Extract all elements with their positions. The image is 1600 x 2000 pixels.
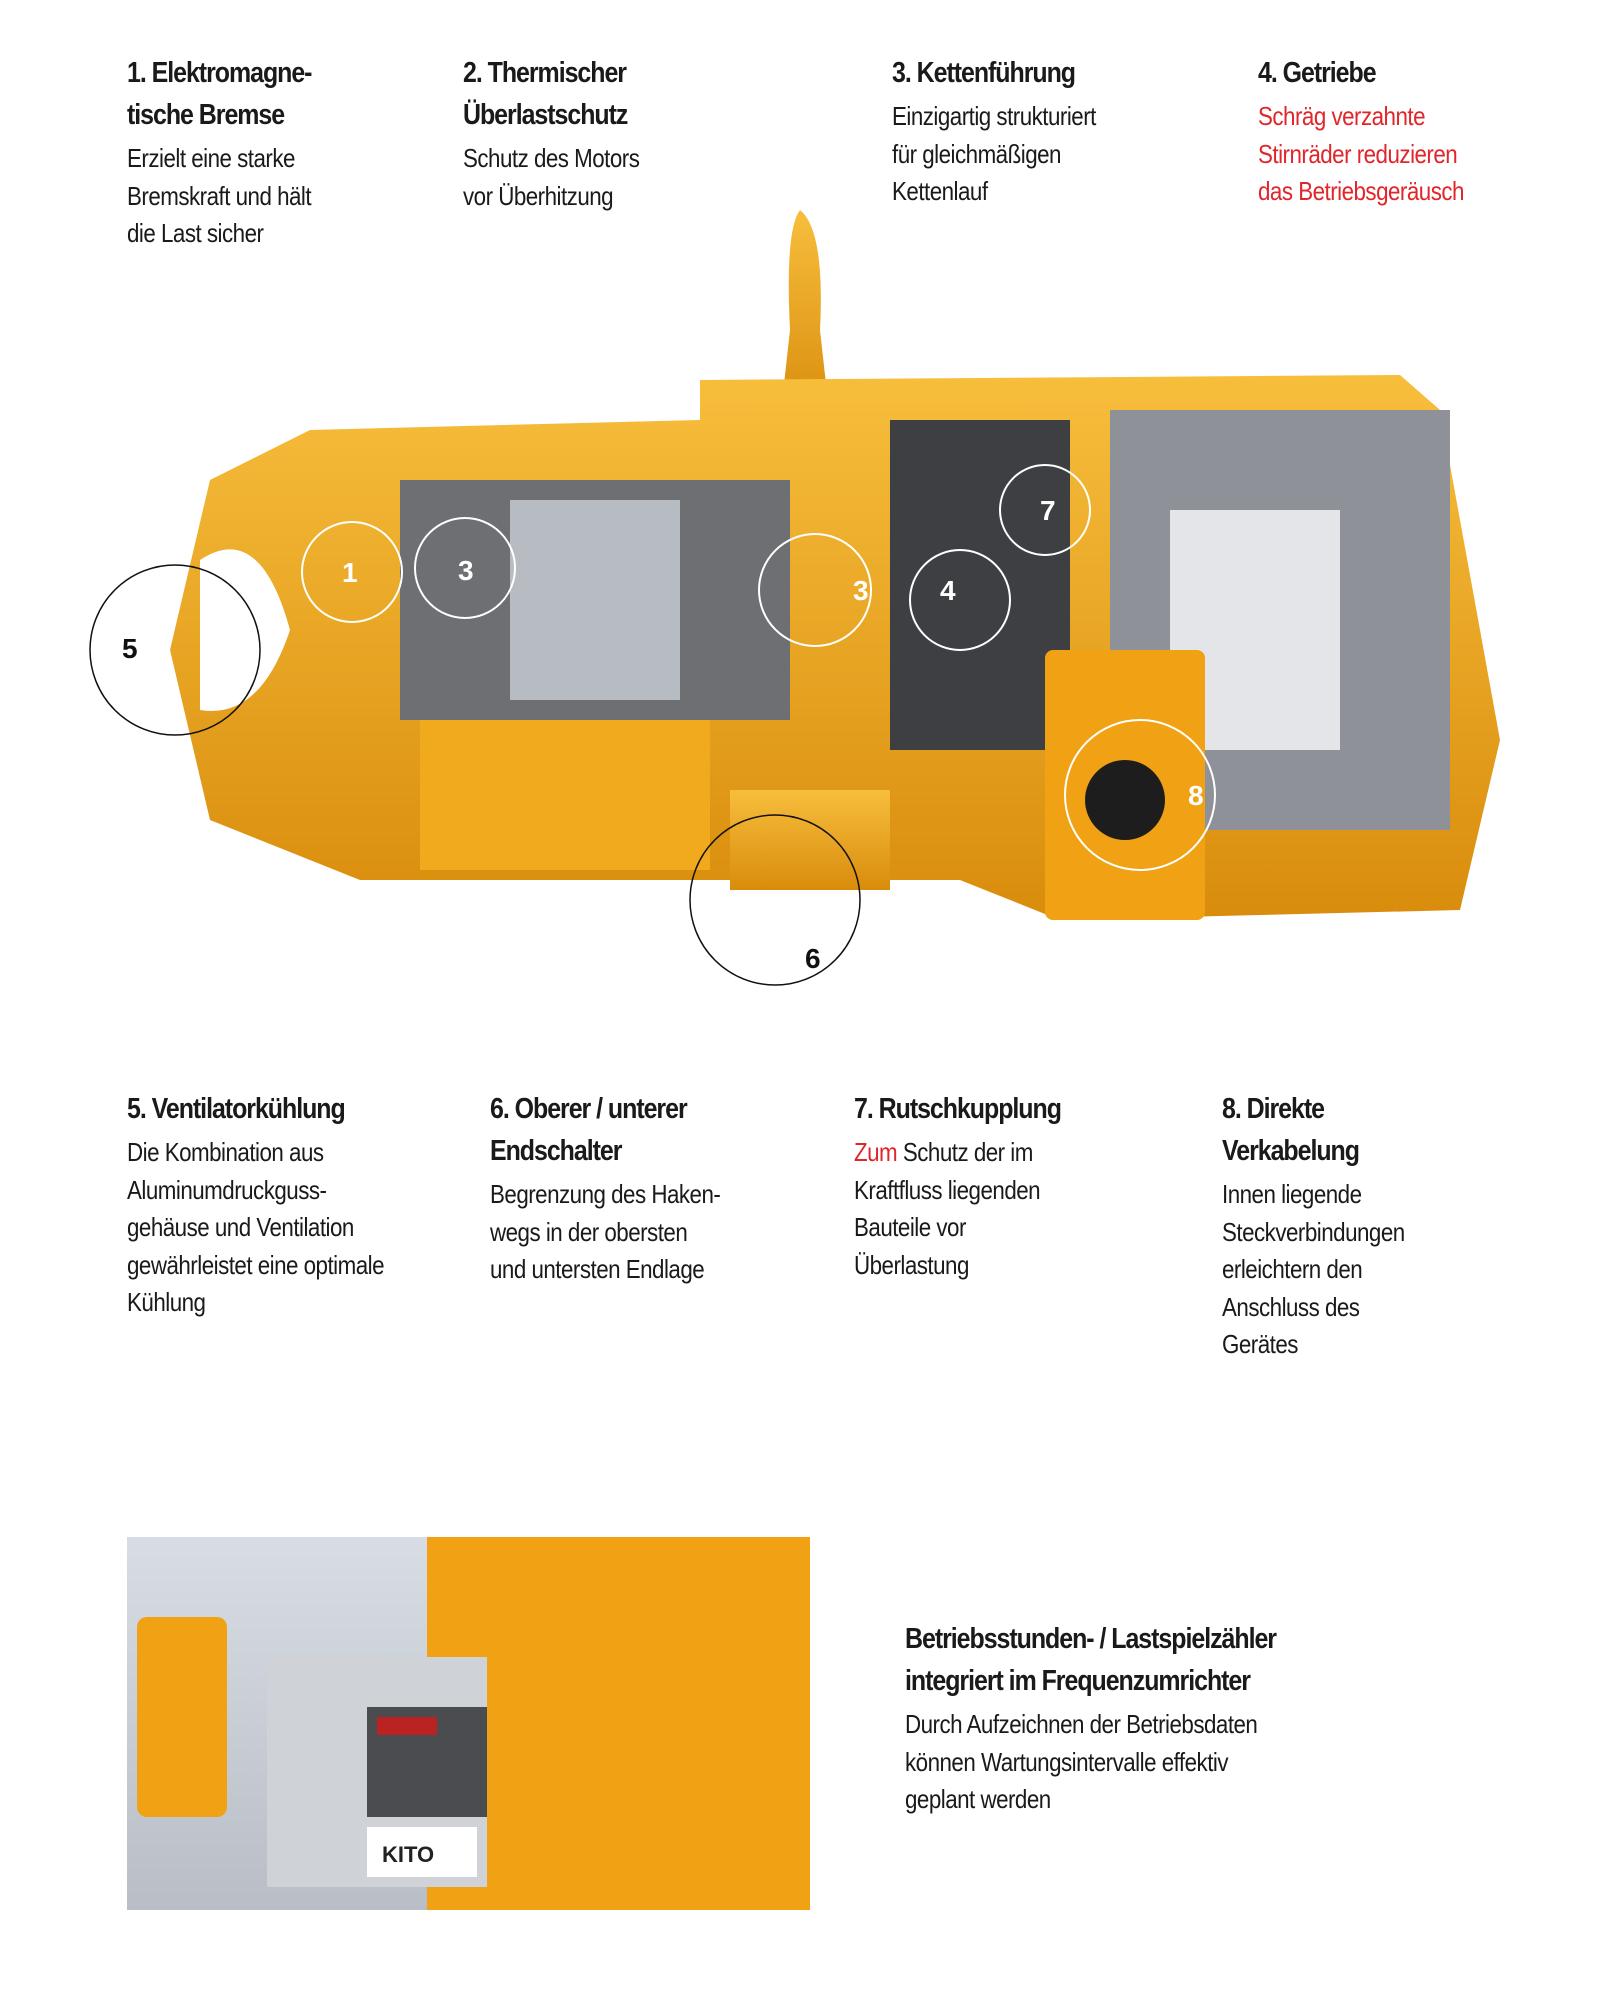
feature-title: 4. Getriebe — [1258, 57, 1376, 89]
feature-title: 8. Direkte Verkabelung — [1222, 1093, 1359, 1167]
hoist-cutaway-illustration — [60, 180, 1560, 1060]
callout-5: 5 — [122, 633, 138, 664]
callout-3: 3 — [853, 575, 869, 606]
kito-logo: KITO — [382, 1842, 435, 1867]
counter-title: Betriebsstunden- / Lastspielzähler integriert im Frequenzumrichter — [905, 1623, 1276, 1697]
feature-direct-wiring — [1222, 1088, 1552, 1364]
callout-6: 6 — [805, 943, 821, 974]
feature-text: Die Kombination aus Aluminumdruckguss- gehäuse und Ventilation gewährleistet eine optimale Kühlung — [127, 1137, 385, 1317]
feature-fan-cooling — [127, 1088, 487, 1322]
feature-title: 1. Elektromagne- tische Bremse — [127, 57, 312, 131]
feature-text: Erzielt eine starke Bremskraft und hält die Last sicher — [127, 143, 312, 248]
callout-8: 8 — [1188, 780, 1204, 811]
callout-4: 4 — [940, 575, 956, 606]
feature-text: Einzigartig strukturiert für gleichmäßigen Kettenlauf — [892, 101, 1096, 206]
counter-text: Durch Aufzeichnen der Betriebsdaten können Wartungsintervalle effektiv geplant werden — [905, 1709, 1258, 1814]
callout-2: 3 — [458, 555, 474, 586]
feature-text-highlight: Zum — [854, 1137, 898, 1167]
feature-text: Schutz der im Kraftfluss liegenden Bauteile vor Überlastung — [854, 1137, 1041, 1280]
inverter-photo — [127, 1537, 810, 1910]
callout-7: 7 — [1040, 495, 1056, 526]
counter-feature — [905, 1618, 1465, 1819]
feature-title: 5. Ventilatorkühlung — [127, 1093, 345, 1125]
feature-title: 3. Kettenführung — [892, 57, 1076, 89]
feature-text: Schutz des Motors vor Überhitzung — [463, 143, 640, 211]
callout-1: 1 — [342, 557, 358, 588]
feature-title: 2. Thermischer Überlastschutz — [463, 57, 628, 131]
feature-text: Schräg verzahnte Stirnräder reduzieren das Betriebsgeräusch — [1258, 101, 1464, 206]
feature-slip-clutch — [854, 1088, 1184, 1284]
feature-title: 6. Oberer / unterer Endschalter — [490, 1093, 687, 1167]
feature-text: Begrenzung des Haken- wegs in der obersten und untersten Endlage — [490, 1179, 721, 1284]
feature-text-wrap — [854, 1134, 1138, 1284]
feature-text: Innen liegende Steckverbindungen erleichtern den Anschluss des Gerätes — [1222, 1179, 1405, 1359]
feature-title: 7. Rutschkupplung — [854, 1093, 1061, 1125]
feature-limit-switch — [490, 1088, 820, 1289]
